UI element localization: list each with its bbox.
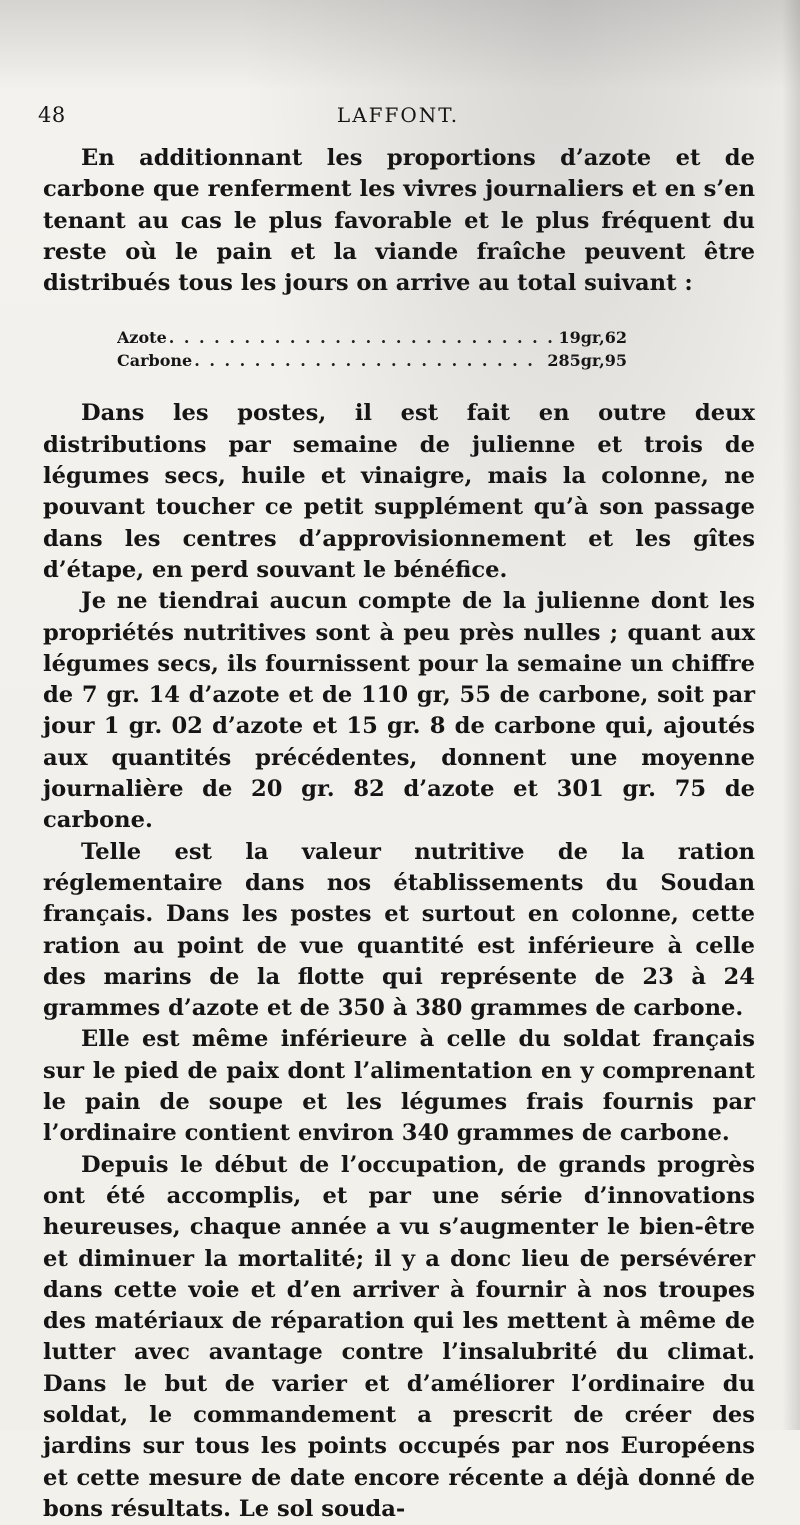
scan-shadow (0, 0, 800, 90)
page-header (38, 103, 758, 133)
totals-table (117, 326, 627, 372)
totals-label: Carbone (117, 351, 193, 371)
paragraph: Dans les postes, il est fait en outre deux distributions par semaine de julienne et trois de légumes secs, huile et vinaigre, mais la colonne, ne pouvant toucher ce petit supplément qu’à son passage dans les centres d’approvisionnement et les gîtes d’étape, en perd souvant le bénéfice. (43, 400, 755, 583)
paragraph: Elle est même inférieure à celle du soldat français sur le pied de paix dont l’alimentation en y comprenant le pain de soupe et les légumes frais fournis par l’ordinaire contient environ 340 grammes de carbone. (43, 1026, 755, 1147)
paragraph: Depuis le début de l’occupation, de grands progrès ont été accomplis, et par une série d’innovations heureuses, chaque année a vu s’augmenter le bien-être et diminuer la mortalité; il y a donc lieu de persévérer dans cette voie et d’en arriver à fournir à nos troupes des matériaux de réparation qui les mettent à même de lutter avec avantage contre l’insalubrité du climat. Dans le but de varier et d’améliorer l’ordinaire du soldat, le commandement a prescrit de créer des jardins sur tous les points occupés par nos Européens et cette mesure de date encore récente a déjà donné de bons résultats. Le sol souda- (43, 1151, 755, 1522)
body-text (43, 143, 755, 1525)
leader-dots (169, 326, 553, 349)
totals-row-carbone (117, 349, 627, 372)
totals-value: 285gr,95 (547, 351, 627, 371)
page-edge (782, 0, 800, 1430)
totals-row-azote (117, 326, 627, 349)
totals-value: 19gr,62 (558, 328, 627, 348)
running-head: LAFFONT. (336, 103, 460, 127)
leader-dots (194, 349, 541, 372)
totals-label: Azote (117, 328, 167, 348)
paragraph: Telle est la valeur nutritive de la ration réglementaire dans nos établissements du Soudan français. Dans les postes et surtout en colonne, cette ration au point de vue quantité est inférieure à celle des marins de la flotte qui représente de 23 à 24 grammes d’azote et de 350 à 380 grammes de carbone. (43, 838, 755, 1022)
paragraph: Je ne tiendrai aucun compte de la julienne dont les propriétés nutritives sont à peu près nulles ; quant aux légumes secs, ils fournissent pour la semaine un chiffre de 7 gr. 14 d’azote et de 110 gr, 55 de carbone, soit par jour 1 gr. 02 d’azote et 15 gr. 8 de carbone qui, ajoutés aux quantités précédentes, donnent une moyenne journalière de 20 gr. 82 d’azote et 301 gr. 75 de carbone. (43, 588, 755, 834)
paragraph-intro: En additionnant les proportions d’azote et de carbone que renferment les vivres journaliers et en s’en tenant au cas le plus favorable et le plus fréquent du reste où le pain et la viande fraîche peuvent être distribués tous les jours on arrive au total suivant : (43, 145, 755, 297)
page-number: 48 (38, 103, 66, 127)
